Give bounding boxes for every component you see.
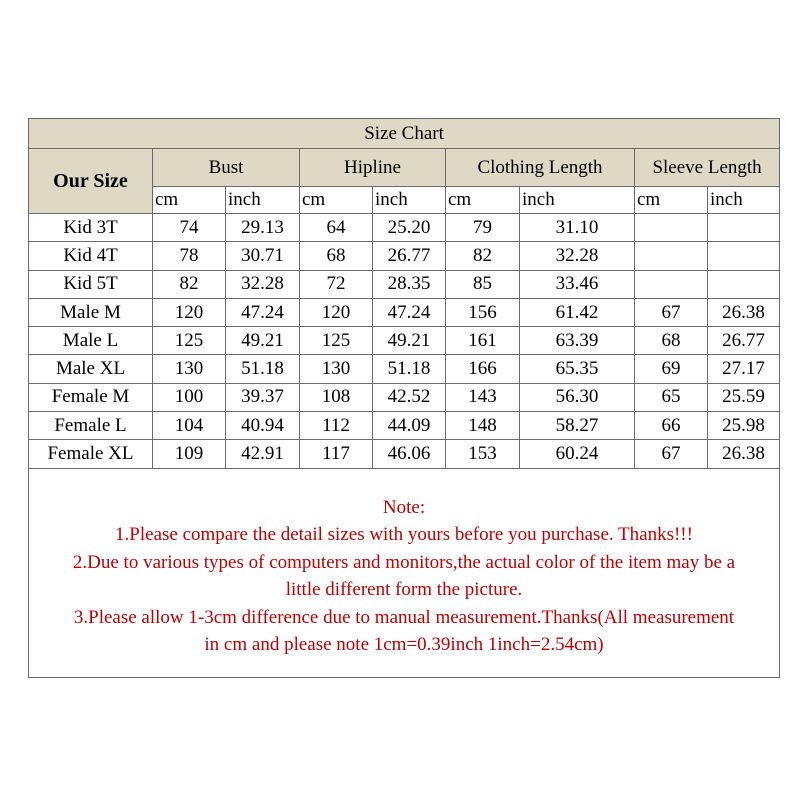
value-cell: 51.18: [226, 355, 300, 383]
value-cell: 161: [446, 327, 520, 355]
table-row: [29, 298, 780, 326]
value-cell: 65: [635, 383, 708, 411]
value-cell: 49.21: [226, 327, 300, 355]
value-cell: 29.13: [226, 214, 300, 242]
unit-cell: inch: [226, 187, 300, 214]
note-line: 3.Please allow 1-3cm difference due to manual measurement.Thanks(All measurement: [73, 606, 735, 628]
notes-section: [29, 488, 779, 676]
size-label: Male L: [29, 327, 153, 355]
note-line: 2.Due to various types of computers and monitors,the actual color of the item may be a: [72, 551, 736, 573]
value-cell: 32.28: [520, 242, 635, 270]
value-cell: 25.20: [373, 214, 446, 242]
table-row: [29, 242, 780, 270]
size-label: Male M: [29, 298, 153, 326]
unit-cell: inch: [373, 187, 446, 214]
table-row: [29, 355, 780, 383]
our-size-header: Our Size: [29, 149, 153, 214]
value-cell: 61.42: [520, 298, 635, 326]
unit-cell: cm: [635, 187, 708, 214]
value-cell: [635, 270, 708, 298]
value-cell: 25.59: [708, 383, 780, 411]
size-label: Male XL: [29, 355, 153, 383]
table-row: [29, 327, 780, 355]
table-row: [29, 383, 780, 411]
value-cell: 148: [446, 412, 520, 440]
value-cell: 26.38: [708, 440, 780, 468]
table-title: Size Chart: [29, 119, 780, 149]
size-label: Kid 4T: [29, 242, 153, 270]
value-cell: 68: [635, 327, 708, 355]
value-cell: [708, 214, 780, 242]
value-cell: 156: [446, 298, 520, 326]
value-cell: 31.10: [520, 214, 635, 242]
unit-cell: inch: [708, 187, 780, 214]
value-cell: 79: [446, 214, 520, 242]
value-cell: 125: [300, 327, 373, 355]
size-label: Female L: [29, 412, 153, 440]
size-label: Female M: [29, 383, 153, 411]
value-cell: [708, 242, 780, 270]
value-cell: 26.38: [708, 298, 780, 326]
value-cell: 67: [635, 298, 708, 326]
value-cell: 33.46: [520, 270, 635, 298]
unit-cell: cm: [446, 187, 520, 214]
value-cell: 28.35: [373, 270, 446, 298]
value-cell: 109: [153, 440, 226, 468]
unit-cell: cm: [300, 187, 373, 214]
value-cell: 166: [446, 355, 520, 383]
value-cell: 68: [300, 242, 373, 270]
value-cell: 125: [153, 327, 226, 355]
size-table: [28, 118, 780, 469]
size-label: Kid 5T: [29, 270, 153, 298]
value-cell: 39.37: [226, 383, 300, 411]
size-label: Female XL: [29, 440, 153, 468]
value-cell: 51.18: [373, 355, 446, 383]
value-cell: 65.35: [520, 355, 635, 383]
value-cell: 130: [153, 355, 226, 383]
table-row: [29, 412, 780, 440]
value-cell: 112: [300, 412, 373, 440]
size-label: Kid 3T: [29, 214, 153, 242]
value-cell: 58.27: [520, 412, 635, 440]
value-cell: [708, 270, 780, 298]
note-line: little different form the picture.: [285, 579, 523, 601]
note-line: in cm and please note 1cm=0.39inch 1inch=2.54cm): [204, 634, 604, 656]
value-cell: 153: [446, 440, 520, 468]
value-cell: 117: [300, 440, 373, 468]
clothing-length-header: Clothing Length: [446, 149, 635, 187]
value-cell: 120: [300, 298, 373, 326]
value-cell: 26.77: [708, 327, 780, 355]
value-cell: 82: [153, 270, 226, 298]
table-row: [29, 440, 780, 468]
unit-cell: cm: [153, 187, 226, 214]
value-cell: 63.39: [520, 327, 635, 355]
value-cell: 100: [153, 383, 226, 411]
value-cell: 26.77: [373, 242, 446, 270]
value-cell: 40.94: [226, 412, 300, 440]
size-chart: [28, 118, 780, 678]
note-heading: Note:: [382, 497, 426, 518]
value-cell: 49.21: [373, 327, 446, 355]
value-cell: 67: [635, 440, 708, 468]
value-cell: 47.24: [226, 298, 300, 326]
value-cell: 47.24: [373, 298, 446, 326]
value-cell: 85: [446, 270, 520, 298]
value-cell: 32.28: [226, 270, 300, 298]
unit-cell: inch: [520, 187, 635, 214]
value-cell: 42.52: [373, 383, 446, 411]
bust-header: Bust: [153, 149, 300, 187]
value-cell: 42.91: [226, 440, 300, 468]
value-cell: [635, 242, 708, 270]
value-cell: 56.30: [520, 383, 635, 411]
value-cell: 27.17: [708, 355, 780, 383]
table-row: [29, 270, 780, 298]
value-cell: [635, 214, 708, 242]
value-cell: 130: [300, 355, 373, 383]
value-cell: 46.06: [373, 440, 446, 468]
value-cell: 78: [153, 242, 226, 270]
value-cell: 143: [446, 383, 520, 411]
value-cell: 66: [635, 412, 708, 440]
value-cell: 64: [300, 214, 373, 242]
value-cell: 72: [300, 270, 373, 298]
value-cell: 69: [635, 355, 708, 383]
value-cell: 60.24: [520, 440, 635, 468]
sleeve-length-header: Sleeve Length: [635, 149, 780, 187]
value-cell: 30.71: [226, 242, 300, 270]
hipline-header: Hipline: [300, 149, 446, 187]
value-cell: 25.98: [708, 412, 780, 440]
value-cell: 44.09: [373, 412, 446, 440]
value-cell: 82: [446, 242, 520, 270]
value-cell: 120: [153, 298, 226, 326]
note-line: 1.Please compare the detail sizes with yours before you purchase. Thanks!!!: [115, 524, 693, 546]
value-cell: 74: [153, 214, 226, 242]
value-cell: 104: [153, 412, 226, 440]
table-row: [29, 214, 780, 242]
value-cell: 108: [300, 383, 373, 411]
